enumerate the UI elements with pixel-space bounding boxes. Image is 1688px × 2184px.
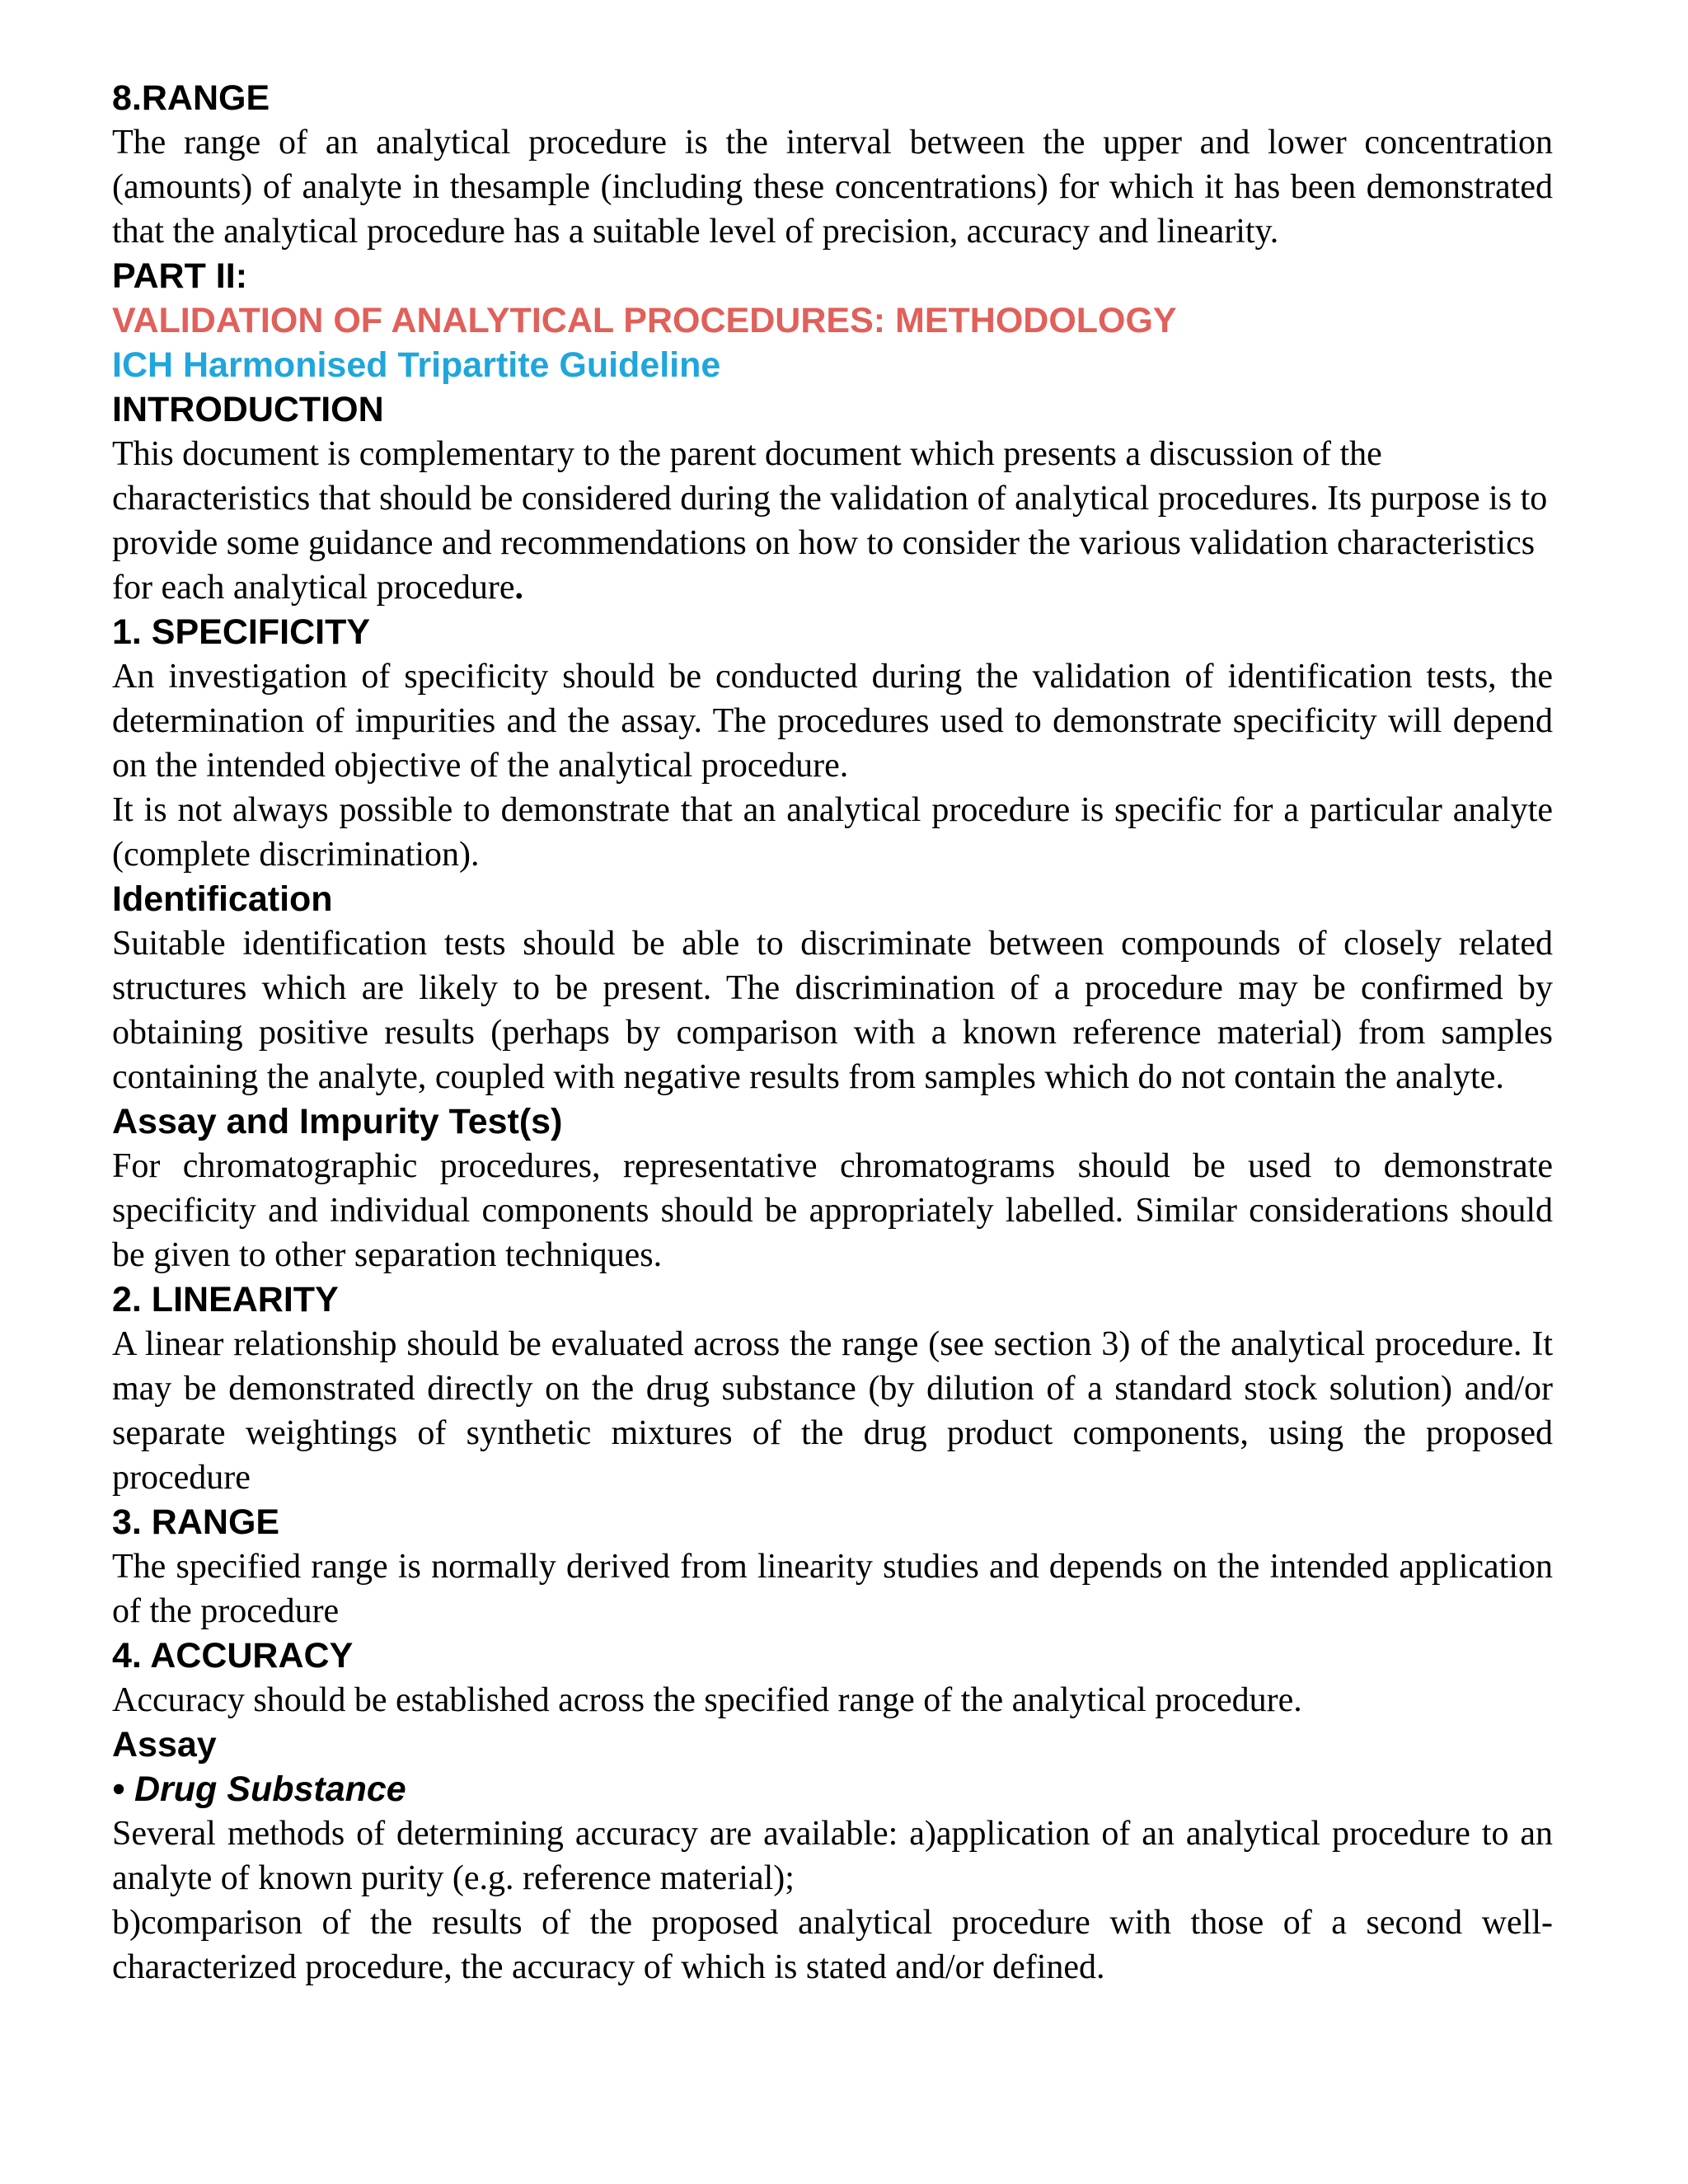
heading-3-range: 3. RANGE [112, 1502, 280, 1542]
part2-subtitle: ICH Harmonised Tripartite Guideline [112, 345, 721, 385]
specificity-paragraph-2: It is not always possible to demonstrate that an analytical procedure is specific for a particular analyte (complete discrimination). [112, 791, 1553, 874]
heading-assay: Assay [112, 1725, 217, 1765]
assay-paragraph-2: b)comparison of the results of the proposed analytical procedure with those of a second well-characterized procedure, the accuracy of which is stated and/or defined. [112, 1904, 1553, 1986]
heading-accuracy: 4. ACCURACY [112, 1636, 354, 1675]
introduction-text: This document is complementary to the parent document which presents a discussion of the characteristics that should be considered during the validation of analytical procedures. Its purpose is to provide some guidance and recommendations on how to consider the various validation characteristics for each analytical procedure [112, 435, 1548, 607]
heading-assay-impurity: Assay and Impurity Test(s) [112, 1102, 563, 1141]
heading-part-2: PART II: [112, 256, 248, 296]
heading-specificity: 1. SPECIFICITY [112, 612, 371, 652]
linearity-paragraph: A linear relationship should be evaluated across the range (see section 3) of the analytical procedure. It may be demonstrated directly on the drug substance (by dilution of a standard stock solution) and/or separate weightings of synthetic mixtures of the drug product components, using the proposed procedure [112, 1325, 1553, 1497]
range8-paragraph: The range of an analytical procedure is the interval between the upper and lower concentration (amounts) of analyte in thesample (including these concentrations) for which it has been demonstrated that the analytical procedure has a suitable level of precision, accuracy and linearity. [112, 124, 1553, 251]
heading-identification: Identification [112, 879, 333, 919]
assay-paragraph-1: Several methods of determining accuracy are available: a)application of an analytical procedure to an analyte of known purity (e.g. reference material); [112, 1815, 1553, 1897]
heading-8-range: 8.RANGE [112, 78, 270, 118]
identification-paragraph: Suitable identification tests should be able to discriminate between compounds of closely related structures which are likely to be present. The discrimination of a procedure may be confirmed by obtaining positive results (perhaps by comparison with a known reference material) from samples containing the analyte, coupled with negative results from samples which do not contain the analyte. [112, 925, 1553, 1096]
range3-paragraph: The specified range is normally derived from linearity studies and depends on the intended application of the procedure [112, 1548, 1553, 1630]
heading-introduction: INTRODUCTION [112, 390, 384, 429]
accuracy-paragraph: Accuracy should be established across the specified range of the analytical procedure. [112, 1681, 1302, 1719]
drug-substance-bullet: • Drug Substance [112, 1769, 406, 1809]
part2-title: VALIDATION OF ANALYTICAL PROCEDURES: METHODOLOGY [112, 301, 1177, 340]
assay-impurity-paragraph: For chromatographic procedures, representative chromatograms should be used to demonstrate specificity and individual components should be appropriately labelled. Similar considerations should be given to other separation techniques. [112, 1147, 1553, 1274]
introduction-end-mark: . [514, 569, 524, 607]
document-page [112, 76, 1553, 1990]
heading-linearity: 2. LINEARITY [112, 1280, 339, 1319]
specificity-paragraph-1: An investigation of specificity should be conducted during the validation of identification tests, the determination of impurities and the assay. The procedures used to demonstrate specificity will depend on the intended objective of the analytical procedure. [112, 658, 1553, 785]
introduction-paragraph [112, 432, 1553, 610]
